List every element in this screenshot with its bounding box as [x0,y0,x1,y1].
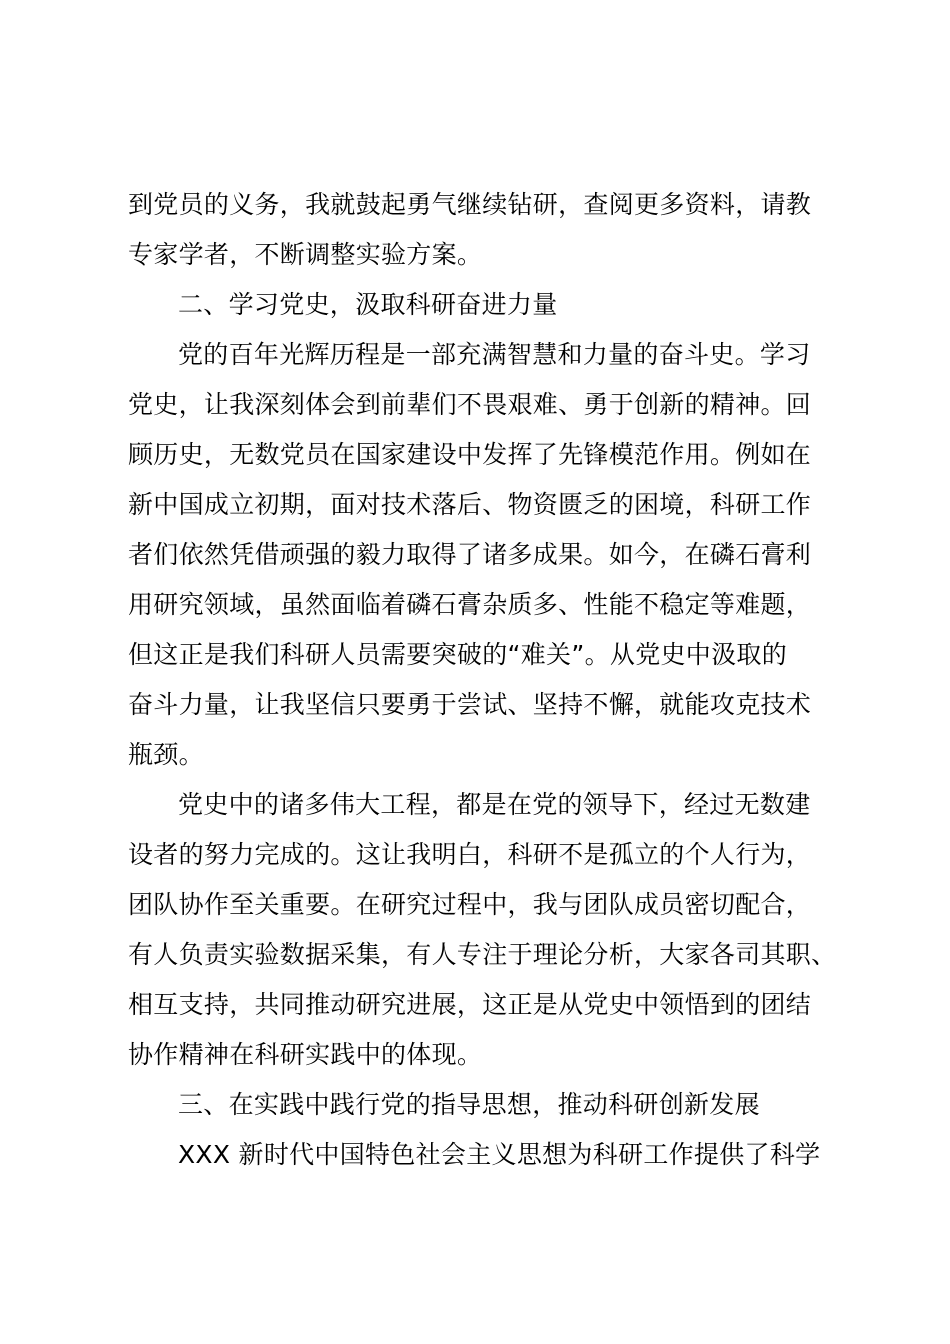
text-line: 团队协作至关重要。在研究过程中，我与团队成员密切配合， [128,890,812,919]
text-line: 但这正是我们科研人员需要突破的“难关”。从党史中汲取的 [128,640,788,669]
text-line: 者们依然凭借顽强的毅力取得了诸多成果。如今，在磷石膏利 [128,540,812,569]
text-line: 相互支持，共同推动研究进展，这正是从党史中领悟到的团结 [128,990,812,1019]
text-line: XXX 新时代中国特色社会主义思想为科研工作提供了科学 [178,1140,821,1169]
text-line: 协作精神在科研实践中的体现。 [128,1040,483,1069]
text-line: 党的百年光辉历程是一部充满智慧和力量的奋斗史。学习 [178,340,811,369]
text-line: 用研究领域，虽然面临着磷石膏杂质多、性能不稳定等难题， [128,590,812,619]
text-line: 党史，让我深刻体会到前辈们不畏艰难、勇于创新的精神。回 [128,390,812,419]
text-line: 瓶颈。 [128,740,204,769]
section-heading-2: 二、学习党史，汲取科研奋进力量 [178,290,558,319]
text-line: 新中国成立初期，面对技术落后、物资匮乏的困境，科研工作 [128,490,812,519]
text-line: 到党员的义务，我就鼓起勇气继续钻研，查阅更多资料，请教 [128,190,812,219]
text-line: 有人负责实验数据采集，有人专注于理论分析，大家各司其职、 [128,940,837,969]
text-line: 党史中的诸多伟大工程，都是在党的领导下，经过无数建 [178,790,811,819]
section-heading-3: 三、在实践中践行党的指导思想，推动科研创新发展 [178,1090,760,1119]
text-line: 设者的努力完成的。这让我明白，科研不是孤立的个人行为， [128,840,812,869]
text-line: 奋斗力量，让我坚信只要勇于尝试、坚持不懈，就能攻克技术 [128,690,812,719]
document-body [128,180,848,1180]
text-line: 顾历史，无数党员在国家建设中发挥了先锋模范作用。例如在 [128,440,812,469]
text-line: 专家学者，不断调整实验方案。 [128,240,483,269]
